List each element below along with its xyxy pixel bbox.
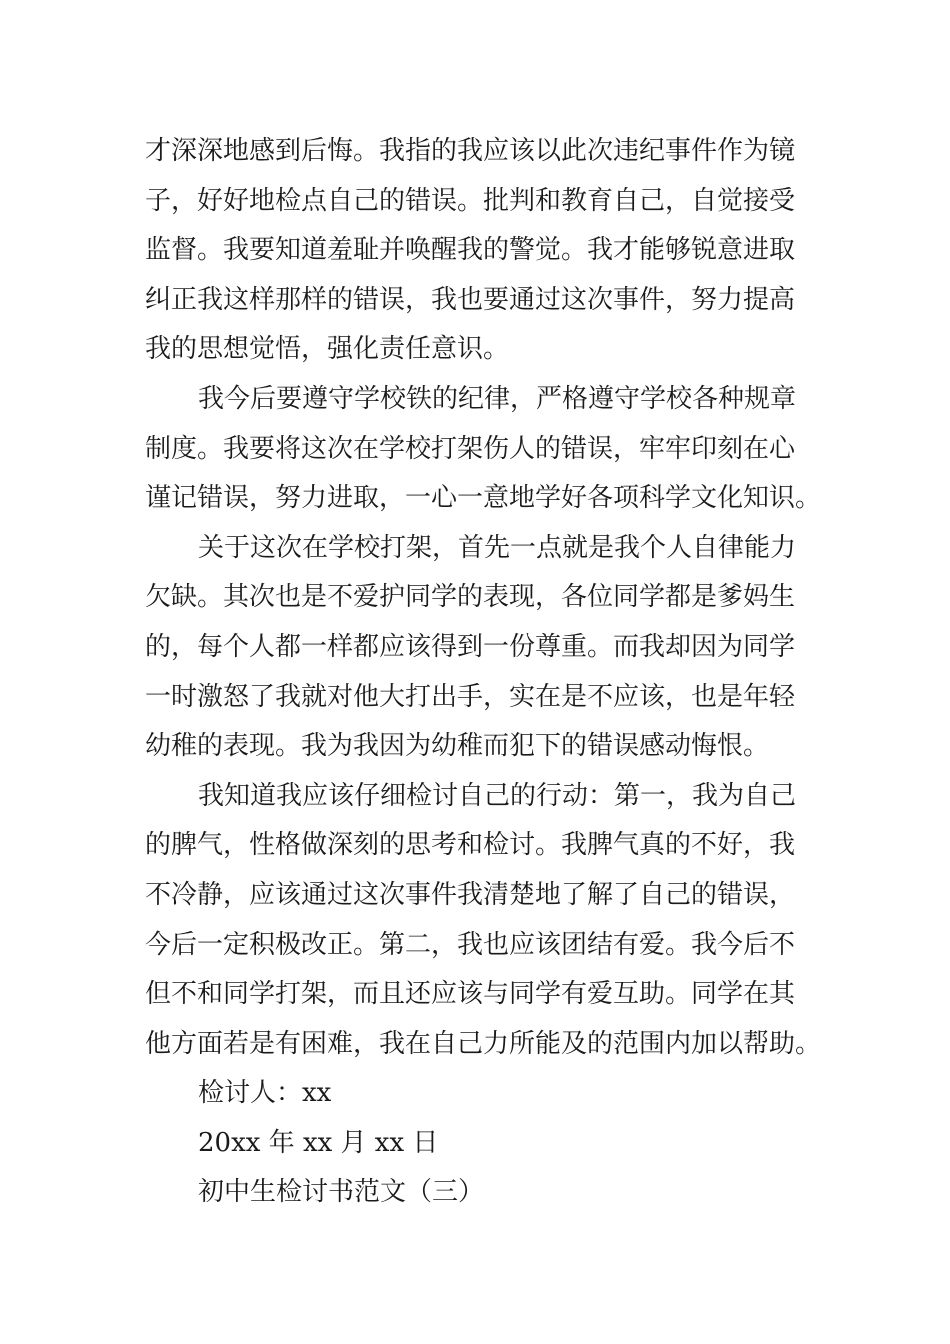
signer-line: 检讨人：xx	[198, 1078, 332, 1109]
paragraph-4	[145, 772, 822, 1070]
text-line: 的，每个人都一样都应该得到一份尊重。而我却因为同学	[145, 631, 796, 662]
date-line: 20xx 年 xx 月 xx 日	[198, 1127, 439, 1158]
paragraph-2	[145, 375, 822, 524]
text-line: 监督。我要知道羞耻并唤醒我的警觉。我才能够锐意进取	[145, 235, 796, 266]
text-line: 才深深地感到后悔。我指的我应该以此次违纪事件作为镜	[145, 136, 796, 166]
text-line: 纠正我这样那样的错误，我也要通过这次事件，努力提高	[145, 284, 796, 315]
text-line: 谨记错误，努力进取，一心一意地学好各项科学文化知识。	[145, 483, 822, 514]
text-line: 制度。我要将这次在学校打架伤人的错误，牢牢印刻在心	[145, 433, 796, 464]
text-line: 他方面若是有困难，我在自己力所能及的范围内加以帮助。	[145, 1028, 822, 1059]
text-line: 欠缺。其次也是不爱护同学的表现，各位同学都是爹妈生	[145, 582, 796, 613]
text-line: 的脾气，性格做深刻的思考和检讨。我脾气真的不好，我	[145, 830, 796, 861]
text-line: 我今后要遵守学校铁的纪律，严格遵守学校各种规章	[198, 383, 797, 414]
text-line: 我知道我应该仔细检讨自己的行动：第一，我为自己	[198, 780, 797, 811]
text-line: 幼稚的表现。我为我因为幼稚而犯下的错误感动悔恨。	[145, 731, 770, 762]
text-line: 但不和同学打架，而且还应该与同学有爱互助。同学在其	[145, 979, 796, 1010]
text-line: 一时激怒了我就对他大打出手，实在是不应该，也是年轻	[145, 681, 796, 712]
text-line: 关于这次在学校打架，首先一点就是我个人自律能力	[198, 532, 797, 563]
document-body	[145, 127, 822, 1218]
text-line: 我的思想觉悟，强化责任意识。	[145, 334, 510, 365]
paragraph-3	[145, 524, 815, 772]
next-section-title: 初中生检讨书范文（三）	[198, 1177, 485, 1208]
paragraph-1	[145, 127, 815, 375]
text-line: 子，好好地检点自己的错误。批判和教育自己，自觉接受	[145, 185, 796, 216]
text-line: 不冷静，应该通过这次事件我清楚地了解了自己的错误，	[145, 879, 796, 910]
text-line: 今后一定积极改正。第二，我也应该团结有爱。我今后不	[145, 929, 796, 960]
